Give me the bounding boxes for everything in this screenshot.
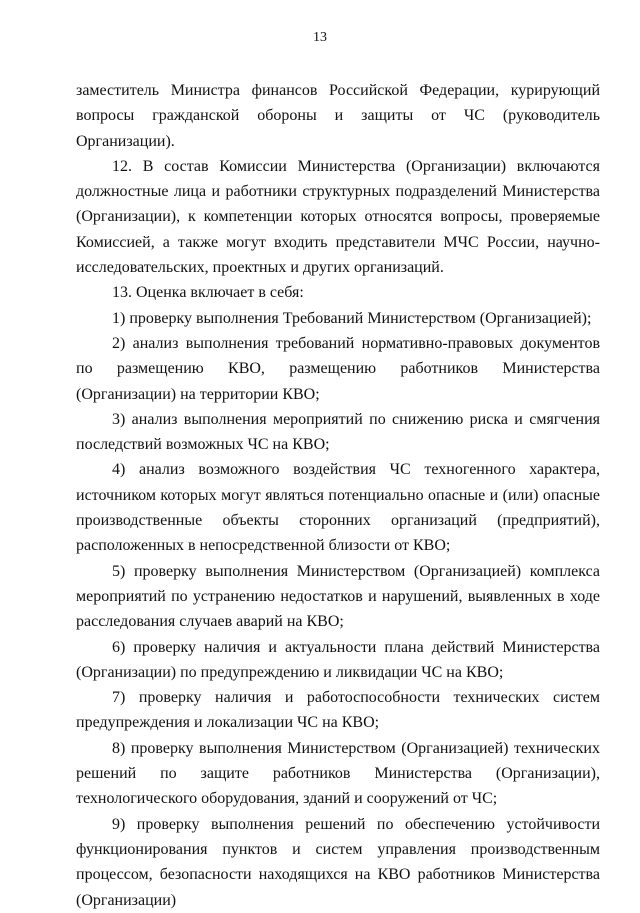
list-item-3: 3) анализ выполнения мероприятий по снижению риска и смягчения последствий возможных ЧС на КВО;	[76, 410, 600, 454]
paragraph-continuation: заместитель Министра финансов Российской Федерации, курирующий вопросы гражданской обороны и защиты от ЧС (руководитель Организации).	[76, 82, 600, 150]
list-item-6: 6) проверку наличия и актуальности плана действий Министерства (Организации) по предупреждению и ликвидации ЧС на КВО;	[76, 638, 600, 681]
list-item-7: 7) проверку наличия и работоспособности технических систем предупреждения и локализации ЧС на КВО;	[76, 689, 600, 732]
list-item-1: 1) проверку выполнения Требований Министерством (Организацией);	[112, 309, 592, 327]
list-item-4: 4) анализ возможного воздействия ЧС техногенного характера, источником которых могут являться потенциально опасные и (или) опасные производственные объекты сторонних организаций (предприятий), расположенных в непосредственной близости от КВО;	[76, 461, 600, 555]
list-item-2: 2) анализ выполнения требований нормативно-правовых документов по размещению КВО, размещению работников Министерства (Организации) на территории КВО;	[76, 334, 600, 403]
page-number: 13	[313, 30, 327, 45]
paragraph-item-12: 12. В состав Комиссии Министерства (Организации) включаются должностные лица и работники структурных подразделений Министерства (Организации), к компетенции которых относятся вопросы, проверяемые Комиссией, а также могут входить представители МЧС России, научно-исследовательских, проектных и других организаций.	[76, 157, 600, 277]
list-item-9: 9) проверку выполнения решений по обеспечению устойчивости функционирования пунктов и систем управления производственным процессом, безопасности находящихся на КВО работников Министерства (Организации)	[76, 815, 600, 909]
list-item-5: 5) проверку выполнения Министерством (Организацией) комплекса мероприятий по устранению недостатков и нарушений, выявленных в ходе расследования случаев аварий на КВО;	[76, 562, 600, 631]
paragraph-item-13: 13. Оценка включает в себя:	[112, 284, 304, 302]
document-body	[76, 78, 600, 913]
list-item-8: 8) проверку выполнения Министерством (Организацией) технических решений по защите работников Министерства (Организации), технологического оборудования, зданий и сооружений от ЧС;	[76, 739, 600, 808]
